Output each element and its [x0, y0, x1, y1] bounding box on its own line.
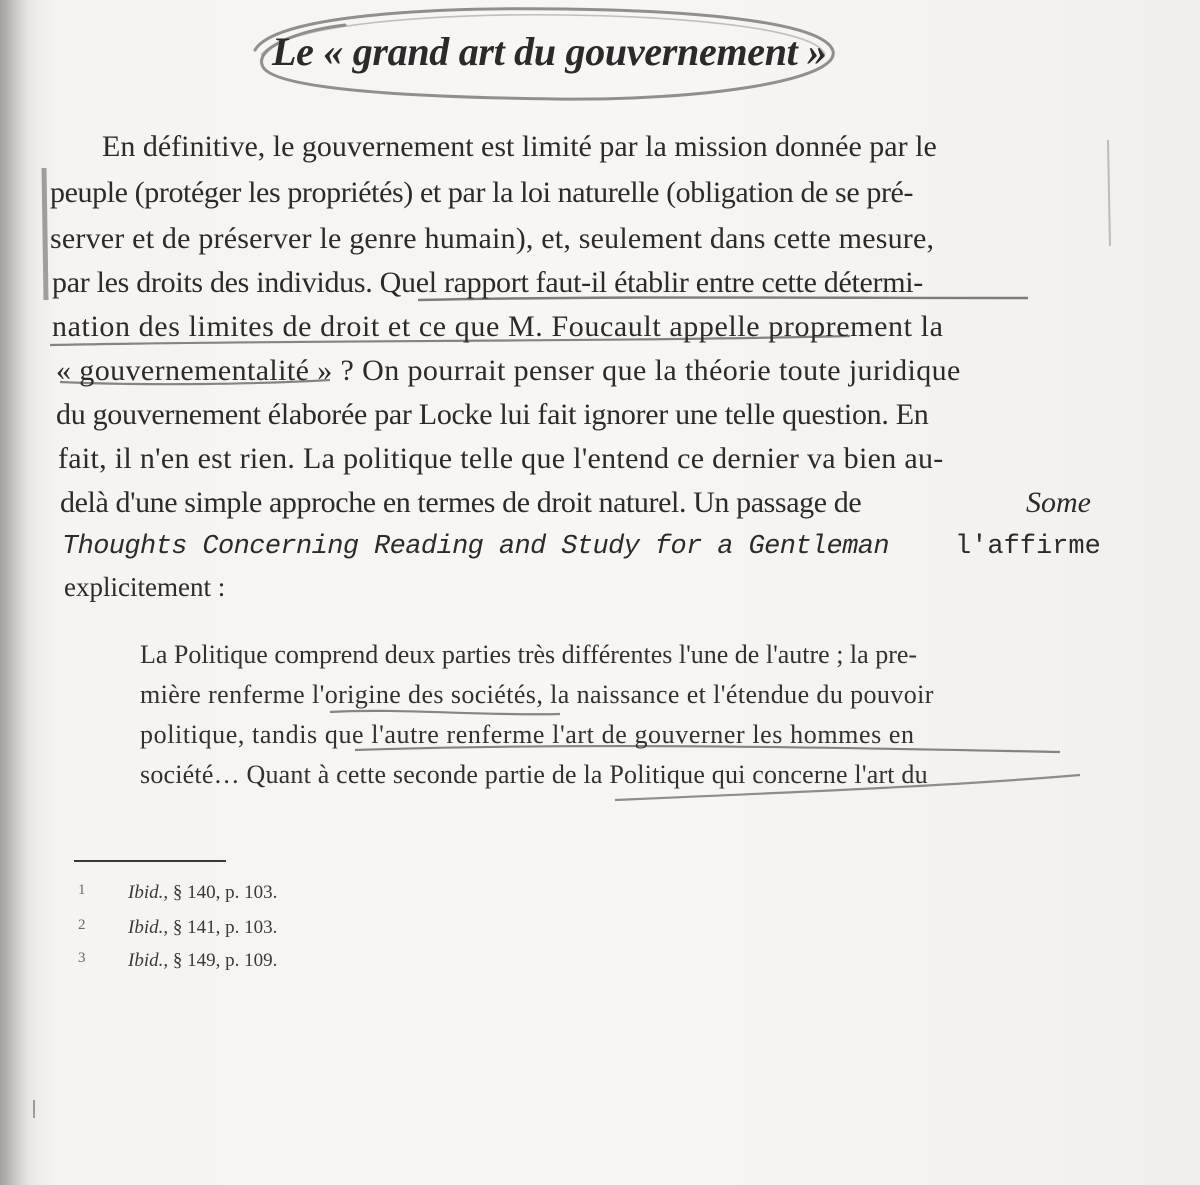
paragraph-line: « gouvernementalité » ? On pourrait penser que la théorie toute juridique: [56, 354, 961, 387]
footnote-text: [128, 950, 277, 972]
quote-line: politique, tandis que l'autre renferme l'art de gouverner les hommes en: [140, 720, 915, 749]
right-margin-mark: [1108, 140, 1110, 246]
chapter-title: Le « grand art du gouvernement »: [272, 29, 827, 74]
paragraph-line: En définitive, le gouvernement est limité par la mission donnée par le: [102, 130, 937, 163]
footnote-number: 3: [78, 950, 86, 966]
paragraph-line: fait, il n'en est rien. La politique telle que l'entend ce dernier va bien au-: [58, 442, 944, 475]
paragraph-line: nation des limites de droit et ce que M. Foucault appelle proprement la: [52, 310, 944, 343]
underline-mark-4: [330, 711, 560, 714]
italic-title-word: Some: [1026, 486, 1091, 519]
margin-bar-mark: [44, 168, 46, 300]
quote-line: La Politique comprend deux parties très différentes l'une de l'autre ; la pre-: [140, 640, 918, 669]
italic-book-title: Thoughts Concerning Reading and Study for a Gentleman: [62, 532, 889, 562]
footnote-ibid: Ibid.: [128, 882, 164, 903]
footnote-ref: , § 140, p. 103.: [163, 882, 278, 903]
paragraph-line: peuple (protéger les propriétés) et par la loi naturelle (obligation de se pré-: [50, 176, 914, 209]
footnote-separator: [74, 860, 226, 862]
footnote-ibid: Ibid.: [128, 950, 164, 971]
footnote-text: [128, 917, 277, 939]
footnote-ref: , § 141, p. 103.: [163, 917, 278, 938]
paragraph-line: explicitement :: [64, 572, 226, 602]
quote-line: société… Quant à cette seconde partie de la Politique qui concerne l'art du: [140, 760, 928, 789]
paragraph-line: l'affirme: [955, 532, 1101, 562]
footnote-ibid: Ibid.: [128, 917, 164, 938]
paragraph-line: server et de préserver le genre humain), et, seulement dans cette mesure,: [50, 222, 935, 255]
footnote-ref: , § 149, p. 109.: [163, 950, 278, 971]
quote-line: mière renferme l'origine des sociétés, la naissance et l'étendue du pouvoir: [140, 680, 934, 709]
paragraph-line: du gouvernement élaborée par Locke lui fait ignorer une telle question. En: [56, 398, 929, 431]
footnote-text: [128, 882, 277, 904]
paragraph-line: par les droits des individus. Quel rapport faut-il établir entre cette détermi-: [52, 266, 923, 299]
footnote-number: 1: [78, 882, 86, 898]
paragraph-line: delà d'une simple approche en termes de droit naturel. Un passage de: [60, 486, 862, 519]
footnote-number: 2: [78, 917, 86, 933]
